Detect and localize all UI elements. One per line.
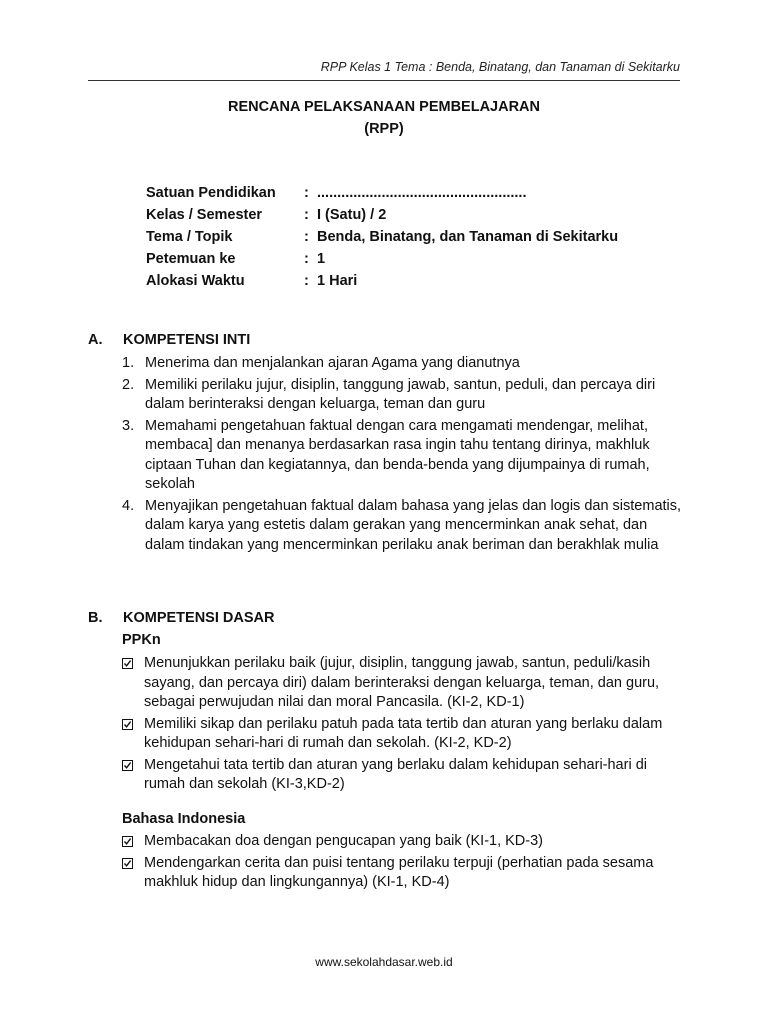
list-text: Mendengarkan cerita dan puisi tentang perilaku terpuji (perhatian pada sesama makhluk hidup dan lingkungannya) (KI-1, KD-4) — [144, 854, 654, 890]
running-header: RPP Kelas 1 Tema : Benda, Binatang, dan Tanaman di Sekitarku — [320, 60, 680, 74]
checkbox-icon — [122, 858, 133, 869]
identity-label: Alokasi Waktu — [146, 273, 245, 289]
identity-table — [146, 182, 618, 292]
identity-row-tema — [146, 226, 618, 248]
identity-label: Kelas / Semester — [146, 207, 263, 223]
list-item — [122, 854, 682, 893]
subject-title-ppkn: PPKn — [122, 632, 161, 648]
identity-value: .................................................... — [317, 185, 527, 201]
identity-label: Tema / Topik — [146, 229, 233, 245]
identity-colon: : — [304, 251, 309, 267]
checkbox-icon — [122, 658, 133, 669]
document-title-line2: (RPP) — [364, 121, 404, 137]
section-a-heading — [88, 332, 250, 348]
section-b-heading — [88, 610, 274, 626]
identity-row-pertemuan — [146, 248, 618, 270]
identity-label: Petemuan ke — [146, 251, 236, 267]
header-divider — [88, 80, 680, 81]
list-text: Memiliki sikap dan perilaku patuh pada tata tertib dan aturan yang berlaku dalam kehidupan sehari-hari di rumah dan sekolah. (KI-2, KD-2) — [144, 715, 663, 751]
list-text: Mengetahui tata tertib dan aturan yang berlaku dalam kehidupan sehari-hari di rumah dan sekolah (KI-3,KD-2) — [144, 756, 647, 792]
list-number: 4. — [122, 497, 135, 514]
list-item — [122, 354, 682, 374]
checkbox-icon — [122, 719, 133, 730]
identity-row-satuan — [146, 182, 618, 204]
list-item — [122, 756, 682, 795]
list-number: 2. — [122, 376, 135, 393]
list-number: 3. — [122, 417, 135, 434]
section-letter: B. — [88, 610, 103, 626]
section-title: KOMPETENSI INTI — [123, 332, 251, 348]
list-text: Menyajikan pengetahuan faktual dalam bahasa yang jelas dan logis dan sistematis, dalam karya yang estetis dalam gerakan yang mencerminkan anak sehat, dan dalam tindakan yang mencerminkan perilaku anak beriman dan berakhlak mulia — [145, 497, 682, 553]
list-text: Memahami pengetahuan faktual dengan cara mengamati mendengar, melihat, membaca] dan menanya berdasarkan rasa ingin tahu tentang dirinya, makhluk ciptaan Tuhan dan kegiatannya, dan benda-benda yang dijumpainya di rumah, sekolah — [145, 417, 650, 492]
identity-value: I (Satu) / 2 — [317, 207, 387, 223]
checkbox-icon — [122, 836, 133, 847]
list-item — [122, 654, 682, 713]
list-text: Menerima dan menjalankan ajaran Agama yang dianutnya — [145, 355, 520, 371]
list-text: Menunjukkan perilaku baik (jujur, disiplin, tanggung jawab, santun, peduli/kasih sayang, dan percaya diri) dalam berinteraksi dengan keluarga, teman, dan guru, sebagai perwujudan nilai dan moral Pancasila. (KI-2, KD-1) — [144, 655, 660, 710]
list-number: 1. — [122, 355, 135, 371]
identity-colon: : — [304, 185, 309, 201]
bahasa-kd-list — [122, 832, 682, 895]
kompetensi-inti-list — [122, 354, 682, 557]
identity-value: Benda, Binatang, dan Tanaman di Sekitarku — [317, 229, 619, 245]
identity-label: Satuan Pendidikan — [146, 185, 276, 201]
section-letter: A. — [88, 332, 103, 348]
identity-value: 1 Hari — [317, 273, 358, 289]
identity-row-kelas — [146, 204, 618, 226]
list-item — [122, 497, 682, 556]
list-text: Membacakan doa dengan pengucapan yang baik (KI-1, KD-3) — [144, 833, 544, 849]
footer-url: www.sekolahdasar.web.id — [315, 955, 453, 969]
identity-value: 1 — [317, 251, 326, 267]
ppkn-kd-list — [122, 654, 682, 797]
checkbox-icon — [122, 760, 133, 771]
identity-row-alokasi — [146, 270, 618, 292]
list-item — [122, 376, 682, 415]
list-item — [122, 832, 682, 852]
identity-colon: : — [304, 207, 309, 223]
document-title-line1: RENCANA PELAKSANAAN PEMBELAJARAN — [227, 99, 541, 115]
list-item — [122, 715, 682, 754]
list-text: Memiliki perilaku jujur, disiplin, tanggung jawab, santun, peduli, dan percaya diri dalam berinteraksi dengan keluarga, teman dan guru — [145, 376, 656, 412]
subject-title-bahasa: Bahasa Indonesia — [122, 811, 246, 827]
section-title: KOMPETENSI DASAR — [123, 610, 275, 626]
identity-colon: : — [304, 273, 309, 289]
list-item — [122, 417, 682, 495]
document-title — [0, 96, 768, 140]
identity-colon: : — [304, 229, 309, 245]
